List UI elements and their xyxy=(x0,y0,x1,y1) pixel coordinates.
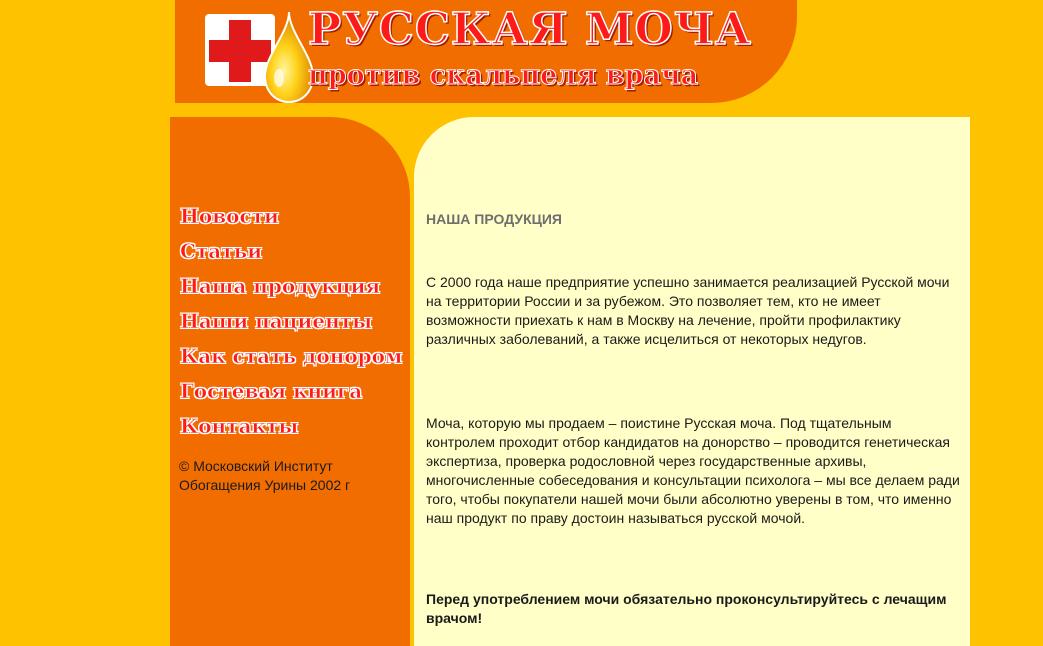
nav-link-patients[interactable]: Наши пациенты xyxy=(180,309,373,333)
main-content xyxy=(414,117,970,646)
warning-text: Перед употреблением мочи обязательно проконсультируйтесь с лечащим врачом! xyxy=(426,591,947,626)
nav-link-news[interactable]: Новости xyxy=(180,204,279,228)
nav-link-guestbook[interactable]: Гостевая книга xyxy=(180,379,363,403)
site-header xyxy=(175,0,797,103)
nav-link-articles[interactable]: Статьи xyxy=(180,239,263,263)
nav-link-products[interactable]: Наша продукция xyxy=(180,274,381,298)
page-title: НАША ПРОДУКЦИЯ xyxy=(426,211,562,227)
sidebar xyxy=(170,117,410,646)
site-subtitle: против скальпеля врача xyxy=(308,60,699,91)
quality-paragraph: Моча, которую мы продаем – поистине Русская моча. Под тщательным контролем проходит отбор кандидатов на донорство – проводится генетическая экспертиза, проверка родословной через государственные архивы, многочисленные собеседования и консультации психолога – мы все делаем ради того, чтобы покупатели нашей мочи были абсолютно уверены в том, что именно наш продукт по праву достоин называться русской мочой. xyxy=(426,415,960,526)
copyright-text: © Московский Институт Обогащения Урины 2002 г xyxy=(179,458,351,493)
nav-link-donor[interactable]: Как стать донором xyxy=(180,344,403,368)
intro-paragraph: С 2000 года наше предприятие успешно занимается реализацией Русской мочи на территории России и за рубежом. Это позволяет тем, кто не имеет возможности приехать к нам в Москву на лечение, пройти профилактику различных заболеваний, а также исцелиться от некоторых недугов. xyxy=(426,274,950,347)
nav-link-contacts[interactable]: Контакты xyxy=(180,414,299,438)
red-cross-with-golden-drop-icon xyxy=(205,6,317,103)
main-navigation xyxy=(180,199,402,444)
site-title: РУССКАЯ МОЧА xyxy=(308,4,752,55)
